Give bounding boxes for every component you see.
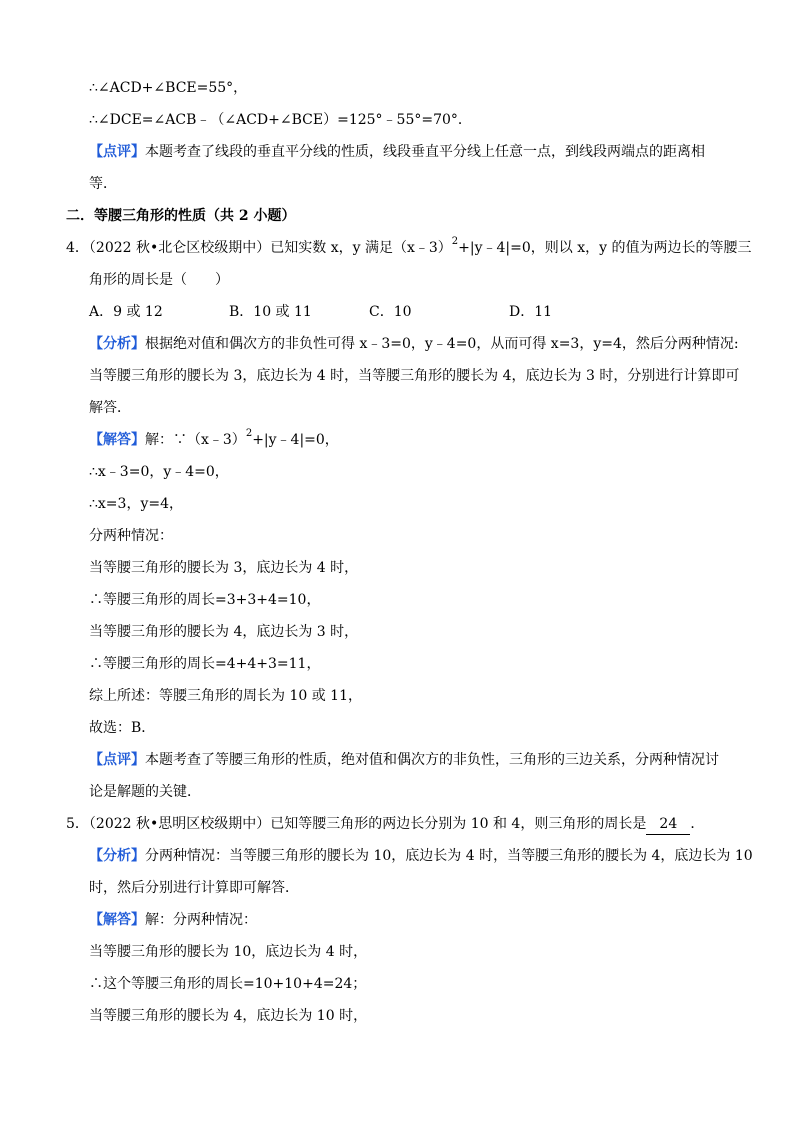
text-line: 解答． xyxy=(89,400,131,416)
option-c: C．10 xyxy=(369,304,412,320)
solution-line: 【解答】解：∵（x﹣3）$^2$+|y﹣4|=0， xyxy=(89,428,339,448)
analysis-line: 【分析】根据绝对值和偶次方的非负性可得 x﹣3=0，y﹣4=0，从而可得 x=3，y=4，然后分两种情况: xyxy=(89,336,739,352)
text-line: 当等腰三角形的腰长为 4，底边长为 10 时， xyxy=(89,1008,368,1024)
text-line: ∴等腰三角形的周长=4+4+3=11， xyxy=(89,656,321,672)
review-tag: 【点评】 xyxy=(89,752,145,768)
analysis-line: 【分析】分两种情况：当等腰三角形的腰长为 10，底边长为 4 时，当等腰三角形的腰长为 4，底边长为 10 xyxy=(89,848,753,864)
text-line: 当等腰三角形的腰长为 3，底边长为 4 时，当等腰三角形的腰长为 4，底边长为 3 时，分别进行计算即可 xyxy=(89,368,740,384)
option-b: B．10 或 11 xyxy=(229,304,312,320)
question-4-stem: 4．（2022 秋•北仑区校级期中）已知实数 x，y 满足（x﹣3）$^2$+|y﹣4|=0，则以 x，y 的值为两边长的等腰三 xyxy=(66,236,752,256)
text-line: 论是解题的关键． xyxy=(89,784,201,800)
review-tag: 【点评】 xyxy=(89,144,145,160)
text-line: 当等腰三角形的腰长为 4，底边长为 3 时， xyxy=(89,624,359,640)
review-line: 【点评】本题考查了等腰三角形的性质，绝对值和偶次方的非负性，三角形的三边关系，分两种情况讨 xyxy=(89,752,719,768)
text-line: 角形的周长是（ ） xyxy=(89,272,229,288)
text-line: 分两种情况： xyxy=(89,528,173,544)
analysis-tag: 【分析】 xyxy=(89,336,145,352)
question-5-stem: 5．（2022 秋•思明区校级期中）已知等腰三角形的两边长分别为 10 和 4，则三角形的周长是 24 ． xyxy=(66,814,704,835)
text-line: ∴x=3，y=4， xyxy=(89,496,183,512)
text-line: ∴x﹣3=0，y﹣4=0， xyxy=(89,464,229,480)
text-line: ∴∠DCE=∠ACB﹣（∠ACD+∠BCE）=125°﹣55°=70°． xyxy=(89,112,472,128)
review-line xyxy=(89,142,705,162)
text-line: ∴∠ACD+∠BCE=55°， xyxy=(89,80,248,96)
analysis-tag: 【分析】 xyxy=(89,848,145,864)
review-text: 本题考查了线段的垂直平分线的性质，线段垂直平分线上任意一点，到线段两端点的距离相 xyxy=(145,144,705,160)
text-line: 等． xyxy=(89,176,117,192)
text-line: ∴等腰三角形的周长=3+3+4=10， xyxy=(89,592,321,608)
solution-line: 【解答】解：分两种情况： xyxy=(89,912,257,928)
text-line: ∴这个等腰三角形的周长=10+10+4=24； xyxy=(89,976,367,992)
solution-tag: 【解答】 xyxy=(89,912,145,928)
answer-blank: 24 xyxy=(646,814,690,835)
text-line: 当等腰三角形的腰长为 3，底边长为 4 时， xyxy=(89,560,359,576)
solution-tag: 【解答】 xyxy=(89,432,145,448)
question-4-options xyxy=(89,302,552,322)
text-line: 时，然后分别进行计算即可解答． xyxy=(89,880,299,896)
text-line: 综上所述：等腰三角形的周长为 10 或 11， xyxy=(89,688,362,704)
text-line: 故选：B． xyxy=(89,720,156,736)
text-line: 当等腰三角形的腰长为 10，底边长为 4 时， xyxy=(89,944,368,960)
section-heading: 二．等腰三角形的性质（共 2 小题） xyxy=(66,208,296,224)
option-d: D．11 xyxy=(509,304,553,320)
option-a: A．9 或 12 xyxy=(89,304,163,320)
